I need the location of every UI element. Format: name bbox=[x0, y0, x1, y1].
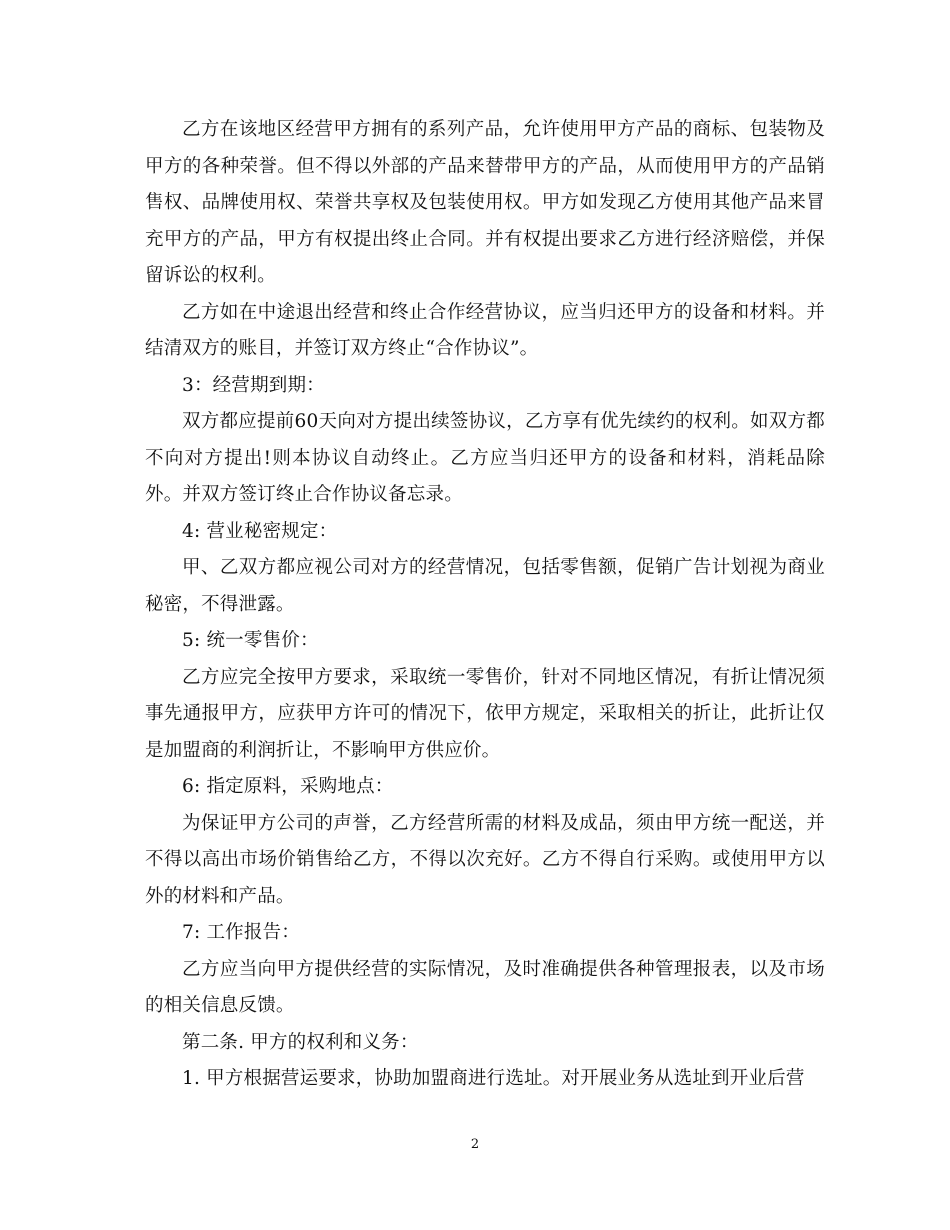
paragraph-work-report: 乙方应当向甲方提供经营的实际情况，及时准确提供各种管理报表，以及市场的相关信息反馈。 bbox=[145, 958, 825, 1016]
heading-term-expiry: 3：经营期到期： bbox=[182, 374, 325, 396]
paragraph-business-secrets: 甲、乙双方都应视公司对方的经营情况，包括零售额，促销广告计划视为商业秘密，不得泄露。 bbox=[145, 557, 825, 615]
heading-work-report: 7: 工作报告： bbox=[182, 922, 300, 943]
paragraph-term-expiry: 双方都应提前60天向对方提出续签协议，乙方享有优先续约的权利。如双方都不向对方提出!则本协议自动终止。乙方应当归还甲方的设备和材料，消耗品除外。并双方签订终止合作协议备忘录。 bbox=[145, 411, 825, 505]
document-body bbox=[145, 112, 825, 1098]
page-number: 2 bbox=[470, 1137, 480, 1152]
heading-unified-retail-price: 5: 统一零售价： bbox=[182, 630, 319, 651]
paragraph-early-exit: 乙方如在中途退出经营和终止合作经营协议，应当归还甲方的设备和材料。并结清双方的账目，并签订双方终止“合作协议”。 bbox=[145, 301, 825, 359]
paragraph-product-usage: 乙方在该地区经营甲方拥有的系列产品，允许使用甲方产品的商标、包装物及甲方的各种荣誉。但不得以外部的产品来替带甲方的产品，从而使用甲方的产品销售权、品牌使用权、荣誉共享权及包装使用权。甲方如发现乙方使用其他产品来冒充甲方的产品，甲方有权提出终止合同。并有权提出要求乙方进行经济赔偿，并保留诉讼的权利。 bbox=[145, 119, 825, 286]
heading-business-secrets: 4: 营业秘密规定： bbox=[182, 520, 338, 542]
paragraph-designated-materials: 为保证甲方公司的声誉，乙方经营所需的材料及成品，须由甲方统一配送，并不得以高出市场价销售给乙方，不得以次充好。乙方不得自行采购。或使用甲方以外的材料和产品。 bbox=[145, 812, 825, 907]
heading-designated-materials: 6: 指定原料，采购地点： bbox=[182, 776, 394, 797]
paragraph-site-selection: 1. 甲方根据营运要求，协助加盟商进行选址。对开展业务从选址到开业后营 bbox=[182, 1068, 805, 1089]
paragraph-unified-retail-price: 乙方应完全按甲方要求，采取统一零售价，针对不同地区情况，有折让情况须事先通报甲方，应获甲方许可的情况下，依甲方规定，采取相关的折让，此折让仅是加盟商的利润折让，不影响甲方供应价。 bbox=[145, 666, 825, 761]
heading-party-a-rights: 第二条. 甲方的权利和义务： bbox=[182, 1031, 419, 1053]
